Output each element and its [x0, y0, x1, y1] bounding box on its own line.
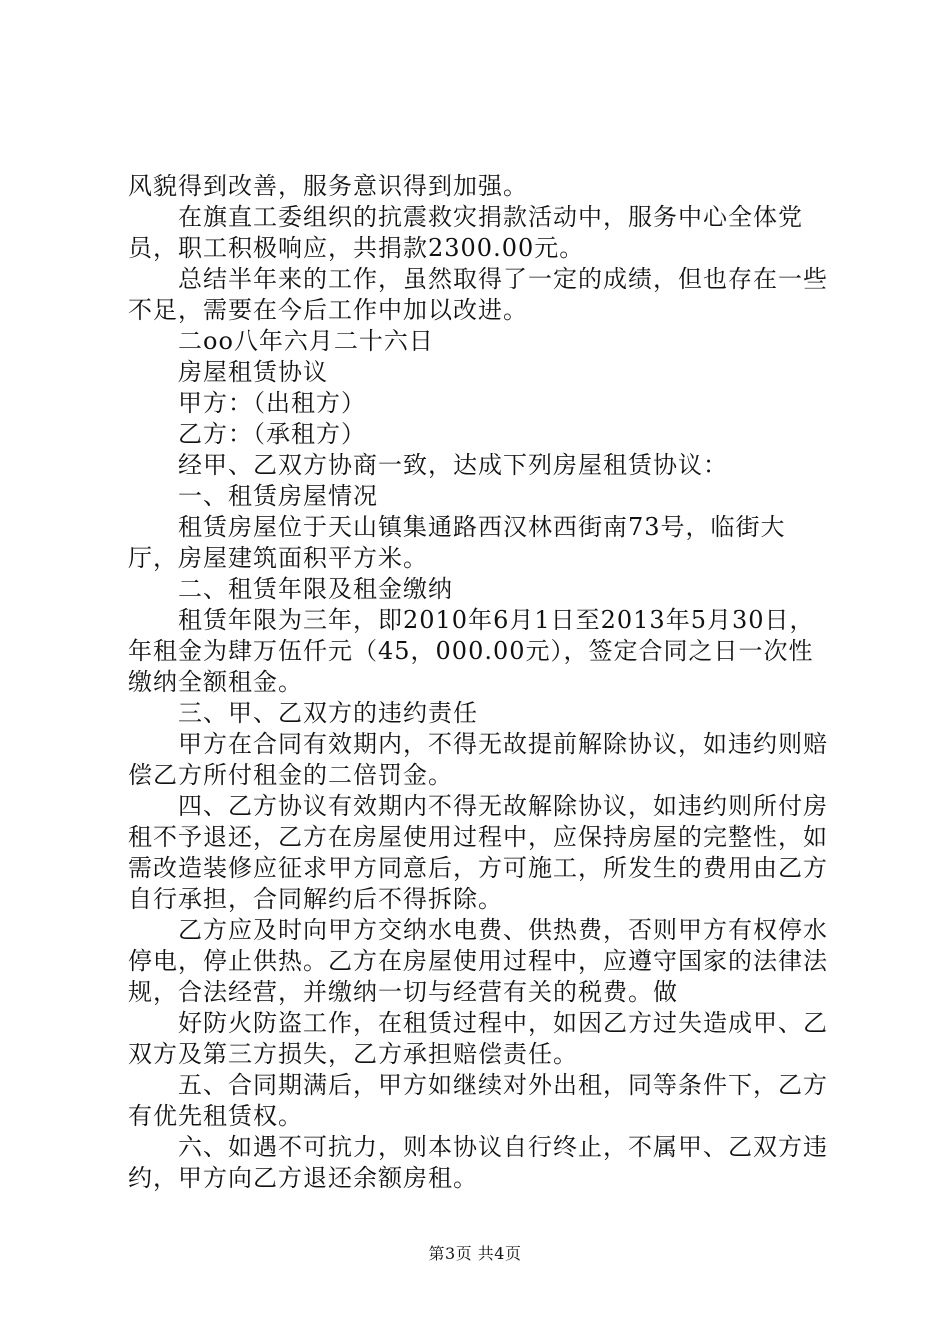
date-line: 二oo八年六月二十六日 [178, 327, 434, 355]
section-heading: 二、租赁年限及租金缴纳 [178, 575, 453, 603]
paragraph: 四、乙方协议有效期内不得无故解除协议，如违约则所付房租不予退还，乙方在房屋使用过程中，应保持房屋的完整性，如需改造装修应征求甲方同意后，方可施工，所发生的费用由乙方自行承担，合同解约后不得拆除。 [128, 792, 828, 913]
paragraph: 租赁年限为三年，即2010年6月1日至2013年5月30日，年租金为肆万伍仟元（45，000.00元），签定合同之日一次性缴纳全额租金。 [128, 606, 815, 696]
paragraph: 好防火防盗工作，在租赁过程中，如因乙方过失造成甲、乙双方及第三方损失，乙方承担赔偿责任。 [128, 1009, 828, 1068]
paragraph: 六、如遇不可抗力，则本协议自行终止，不属甲、乙双方违约，甲方向乙方退还余额房租。 [128, 1133, 828, 1192]
document-body [128, 171, 828, 1194]
paragraph: 五、合同期满后，甲方如继续对外出租，同等条件下，乙方有优先租赁权。 [128, 1071, 828, 1130]
section-heading: 一、租赁房屋情况 [178, 482, 378, 510]
page-footer [0, 1244, 950, 1264]
paragraph: 总结半年来的工作，虽然取得了一定的成绩，但也存在一些不足，需要在今后工作中加以改进。 [128, 265, 828, 324]
party-a-line: 甲方：（出租方） [178, 389, 366, 417]
paragraph: 乙方应及时向甲方交纳水电费、供热费，否则甲方有权停水停电，停止供热。乙方在房屋使用过程中，应遵守国家的法律法规，合法经营，并缴纳一切与经营有关的税费。做 [128, 916, 828, 1006]
paragraph: 在旗直工委组织的抗震救灾捐款活动中，服务中心全体党员，职工积极响应，共捐款2300.00元。 [128, 203, 803, 262]
party-b-line: 乙方：（承租方） [178, 420, 366, 448]
page-number-label: 第3页 共4页 [428, 1244, 522, 1263]
agreement-title: 房屋租赁协议 [178, 358, 328, 386]
paragraph: 甲方在合同有效期内，不得无故提前解除协议，如违约则赔偿乙方所付租金的二倍罚金。 [128, 730, 828, 789]
paragraph: 租赁房屋位于天山镇集通路西汉林西街南73号，临街大厅，房屋建筑面积平方米。 [128, 513, 786, 572]
paragraph: 经甲、乙双方协商一致，达成下列房屋租赁协议： [178, 451, 728, 479]
paragraph: 风貌得到改善，服务意识得到加强。 [128, 172, 528, 200]
section-heading: 三、甲、乙双方的违约责任 [178, 699, 478, 727]
